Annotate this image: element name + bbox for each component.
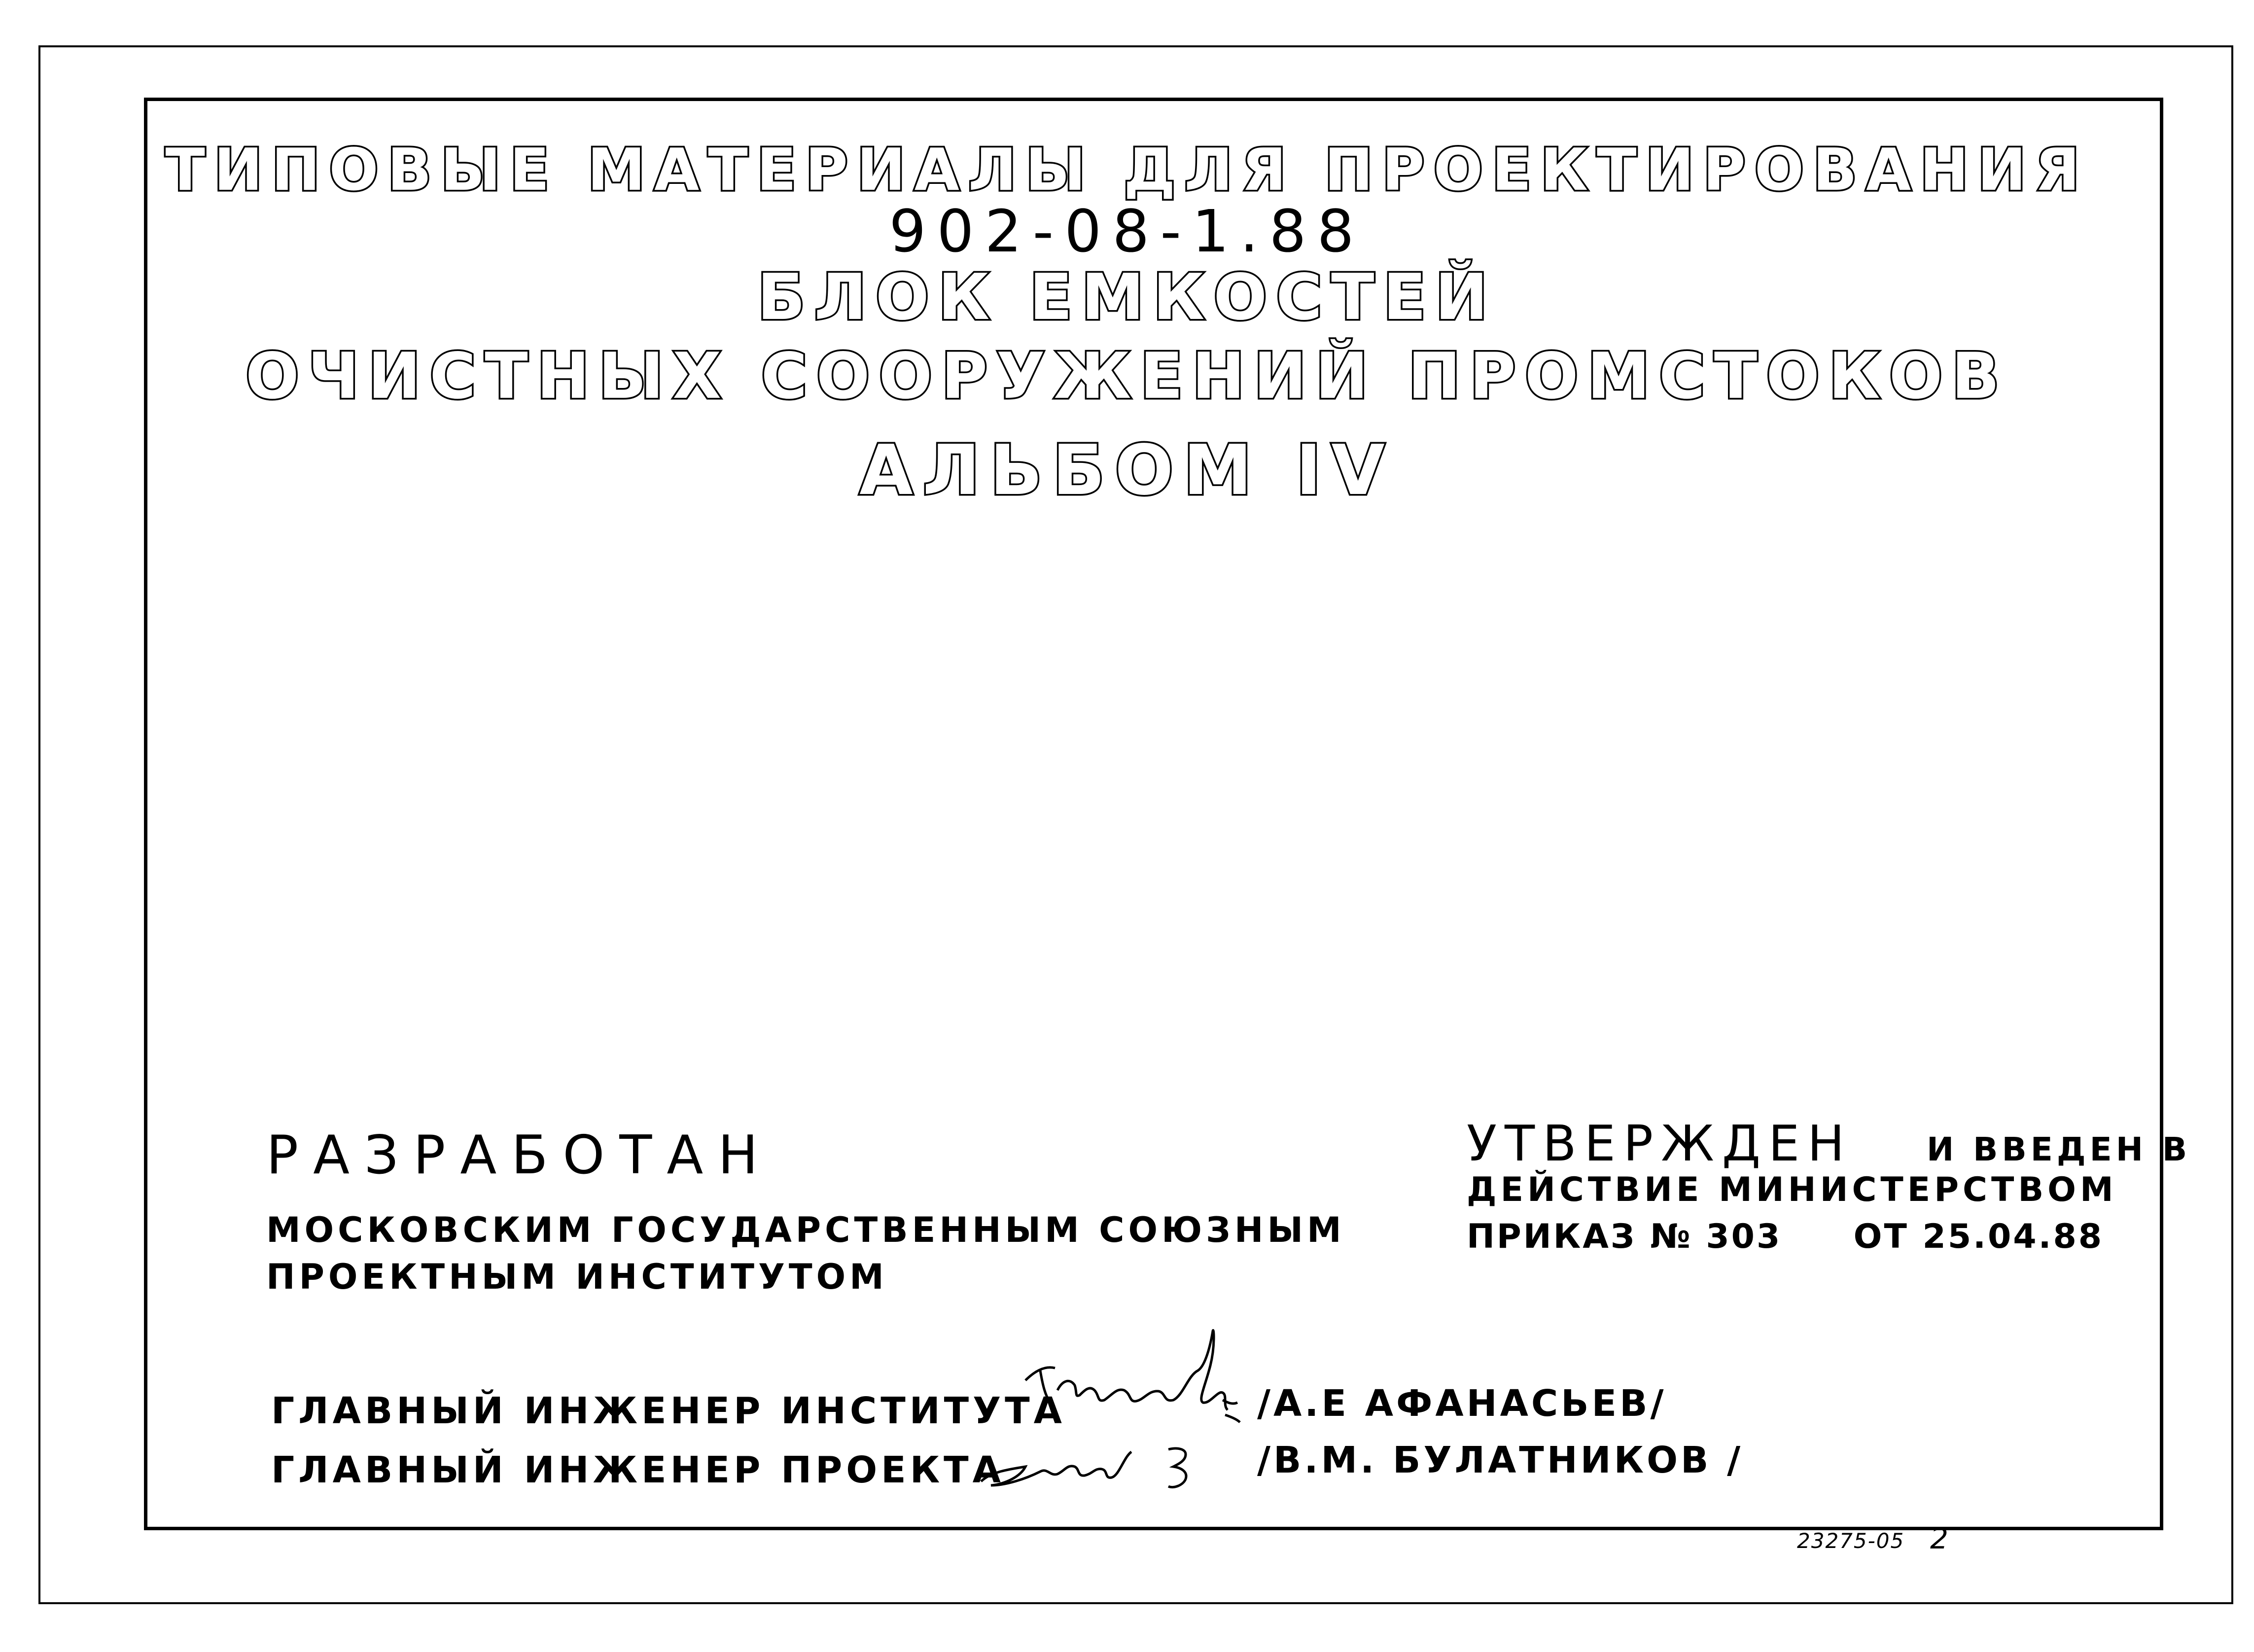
title-line-3: БЛОК ЕМКОСТЕЙ bbox=[757, 261, 1497, 334]
order-date: ОТ 25.04.88 bbox=[1853, 1217, 2104, 1256]
developed-line-1: МОСКОВСКИМ ГОСУДАРСТВЕННЫМ СОЮЗНЫМ bbox=[266, 1210, 1345, 1250]
signature-role-1: ГЛАВНЫЙ ИНЖЕНЕР ИНСТИТУТА bbox=[271, 1390, 1066, 1432]
handwritten-signature-2 bbox=[961, 1422, 1267, 1501]
signature-role-2: ГЛАВНЫЙ ИНЖЕНЕР ПРОЕКТА bbox=[271, 1449, 1005, 1491]
signature-name-1: /А.Е АФАНАСЬЕВ/ bbox=[1257, 1382, 1667, 1425]
document-code: 902-08-1.88 bbox=[889, 197, 1365, 265]
handwritten-signature-1 bbox=[1016, 1316, 1272, 1435]
developed-line-2: ПРОЕКТНЫМ ИНСТИТУТОМ bbox=[266, 1257, 888, 1297]
approved-order bbox=[1467, 1217, 2104, 1256]
signature-name-2: /В.М. БУЛАТНИКОВ / bbox=[1257, 1439, 1744, 1481]
title-line-4: ОЧИСТНЫХ СООРУЖЕНИЙ ПРОМСТОКОВ bbox=[246, 340, 2008, 413]
order-label: ПРИКАЗ № 303 bbox=[1467, 1217, 1782, 1256]
approved-heading: УТВЕРЖДЕН bbox=[1467, 1115, 1853, 1172]
approved-heading-block bbox=[1467, 1115, 2191, 1172]
title-line-1: ТИПОВЫЕ МАТЕРИАЛЫ ДЛЯ ПРОЕКТИРОВАНИЯ bbox=[165, 136, 2089, 204]
sheet-code: 23275-05 bbox=[1797, 1529, 1905, 1553]
approved-heading-rest: И ВВЕДЕН В bbox=[1926, 1130, 2191, 1168]
sheet-number: 2 bbox=[1930, 1522, 1948, 1555]
developed-heading: РАЗРАБОТАН bbox=[266, 1125, 773, 1186]
album-title: АЛЬБОМ IV bbox=[859, 430, 1395, 511]
approved-line-2: ДЕЙСТВИЕ МИНИСТЕРСТВОМ bbox=[1467, 1170, 2117, 1209]
